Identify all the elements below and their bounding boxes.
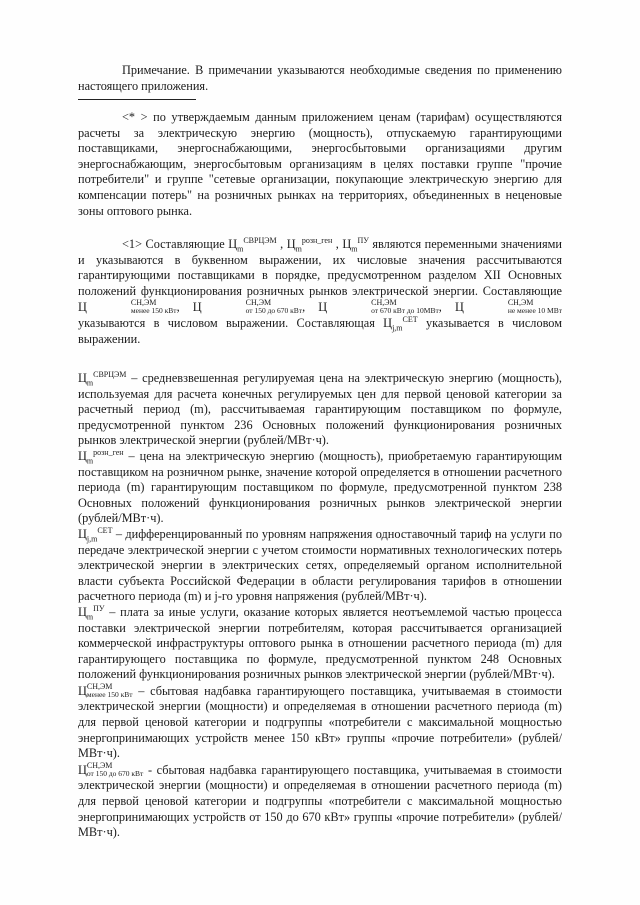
symbol-set: $Ц_{j,m}^{СЕТ}$ xyxy=(383,314,418,333)
footnote-1-set-intro: указываются в числовом выражении. Составляющая xyxy=(78,315,384,330)
symbol-sbyt-ge10: Ц СН,ЭМ не менее 10 МВт xyxy=(454,298,563,316)
footnote-1-paragraph xyxy=(78,237,562,347)
footnote-divider xyxy=(78,99,196,100)
symbol-sbyt-lt150: Ц СН,ЭМ менее 150 кВт xyxy=(78,298,177,316)
note-text: Примечание. В примечании указываются необходимые сведения по применению настоящего приложения. xyxy=(78,63,562,93)
definitions-list xyxy=(78,371,562,841)
footnote-1-text: <1> Составляющие $Ц_m^{СВРЦЭМ}$ , $Ц_m^{розн\_ген}$ , $Ц_m^{ПУ}$ являются переменными значениями и указываются в буквенном выражении, их числовые значения рассчитываются гарантирующими поставщиками в порядке, предусмотренном разделом XII Основных положений функционирования розничных рынков электрической энергии. Составляющие Ц СН,ЭМ менее 150 кВт , Ц СН,ЭМ от 150 до 670 кВт , Ц СН,ЭМ от 670 кВт до 10МВт , Ц СН,ЭМ не менее 10 МВт указываются в числовом выражении. Составляющая $Ц_{j,m}^{СЕТ}$ указывается в числовом выражении. xyxy=(78,235,563,346)
symbol-sbyt-lt150-def: Ц СН,ЭМ менее 150 кВт xyxy=(78,681,133,699)
symbol-sbyt-150-670: Ц СН,ЭМ от 150 до 670 кВт xyxy=(192,298,303,316)
definition-sbyt-150-670: Ц СН,ЭМ от 150 до 670 кВт - сбытовая надбавка гарантирующего поставщика, учитываемая в стоимости электрической энергии (мощности) и определяемая в отношении расчетного периода (m) для первой ценовой категории и подгруппы «потребители с максимальной мощностью энергопринимающих устройств от 150 до 670 кВт» группы «прочие потребители» (рублей/МВт·ч). xyxy=(78,760,562,840)
note-paragraph xyxy=(78,63,562,94)
symbol-pu-def: $Ц_m^{ПУ}$ xyxy=(78,603,105,622)
footnote-star-text: <* > по утверждаемым данным приложением ценам (тарифам) осуществляются расчеты за электрическую энергию (мощность), отпускаемую гарантирующими поставщиками, энергоснабжающими, энергосбытовыми организациями другим энергоснабжающим, энергосбытовым организациям в целях поставки группе "прочие потребители" и группе "сетевые организации, покупающие электрическую энергию для компенсации потерь" на розничных рынках на территориях, объединенных в неценовые зоны оптового рынка. xyxy=(78,110,562,218)
definition-svrcem: $Ц_m^{СВРЦЭМ}$ – средневзвешенная регулируемая цена на электрическую энергию (мощность), используемая для расчета конечных регулируемых цен для первой ценовой категории за расчетный период (m), рассчитываемая гарантирующим поставщиком по формуле, предусмотренной пунктом 236 Основных положений функционирования розничных рынков электрической энергии (рублей/МВт·ч). xyxy=(78,369,562,448)
symbol-set-def: $Ц_{j,m}^{СЕТ}$ xyxy=(78,525,113,544)
definition-sbyt-lt150: Ц СН,ЭМ менее 150 кВт – сбытовая надбавка гарантирующего поставщика, учитываемая в стоимости электрической энергии (мощности) и определяемая в отношении расчетного периода (m) для первой ценовой категории и подгруппы «потребители с максимальной мощностью энергопринимающих устройств менее 150 кВт» группы «прочие потребители» (рублей/МВт·ч). xyxy=(78,681,562,761)
footnote-1-end: указывается в числовом выражении. xyxy=(78,315,563,346)
symbol-pu: $Ц_m^{ПУ}$ xyxy=(342,235,369,254)
symbol-svrcem: $Ц_m^{СВРЦЭМ}$ xyxy=(228,235,277,254)
symbol-sbyt-670-10: Ц СН,ЭМ от 670 кВт до 10МВт xyxy=(318,298,439,316)
footnote-star-paragraph xyxy=(78,110,562,219)
footnote-1-intro: <1> Составляющие xyxy=(122,237,229,251)
symbol-svrcem-def: $Ц_m^{СВРЦЭМ}$ xyxy=(78,369,127,388)
definition-pu: $Ц_m^{ПУ}$ – плата за иные услуги, оказание которых является неотъемлемой частью процесса поставки электрической энергии потребителям, которая рассчитывается организацией коммерческой инфраструктуры оптового рынка в отношении расчетного периода (m) для гарантирующего поставщика по формуле, предусмотренной пунктом 248 Основных положений функционирования розничных рынков электрической энергии (рублей/МВт·ч). xyxy=(78,603,562,682)
footnote-1-body: являются переменными значениями и указываются в буквенном выражении, их числовые значения рассчитываются гарантирующими поставщиками в порядке, предусмотренном разделом XII Основных положений функционирования розничных рынков электрической энергии. Составляющие xyxy=(78,237,562,298)
symbol-rozn-gen-def: $Ц_m^{розн\_ген}$ xyxy=(78,447,124,466)
definition-set: $Ц_{j,m}^{СЕТ}$ – дифференцированный по уровням напряжения одноставочный тариф на услуги по передаче электрической энергии с учетом стоимости нормативных технологических потерь электрической энергии в электрических сетях, определяемый органом исполнительной власти субъекта Российской Федерации в области регулирования тарифов в отношении расчетного периода (m) и j-го уровня напряжения (рублей/МВт·ч). xyxy=(78,525,562,604)
symbol-sbyt-150-670-def: Ц СН,ЭМ от 150 до 670 кВт xyxy=(78,760,144,778)
symbol-rozn-gen: $Ц_m^{розн\_ген}$ xyxy=(286,235,333,254)
definition-rozn-gen: $Ц_m^{розн\_ген}$ – цена на электрическую энергию (мощность), приобретаемую гарантирующим поставщиком на розничном рынке, значение которой определяется в отношении расчетного периода (m) гарантирующим поставщиком по формуле, предусмотренной пунктом 238 Основных положений функционирования розничных рынков электрической энергии (рублей/МВт·ч). xyxy=(78,447,562,526)
